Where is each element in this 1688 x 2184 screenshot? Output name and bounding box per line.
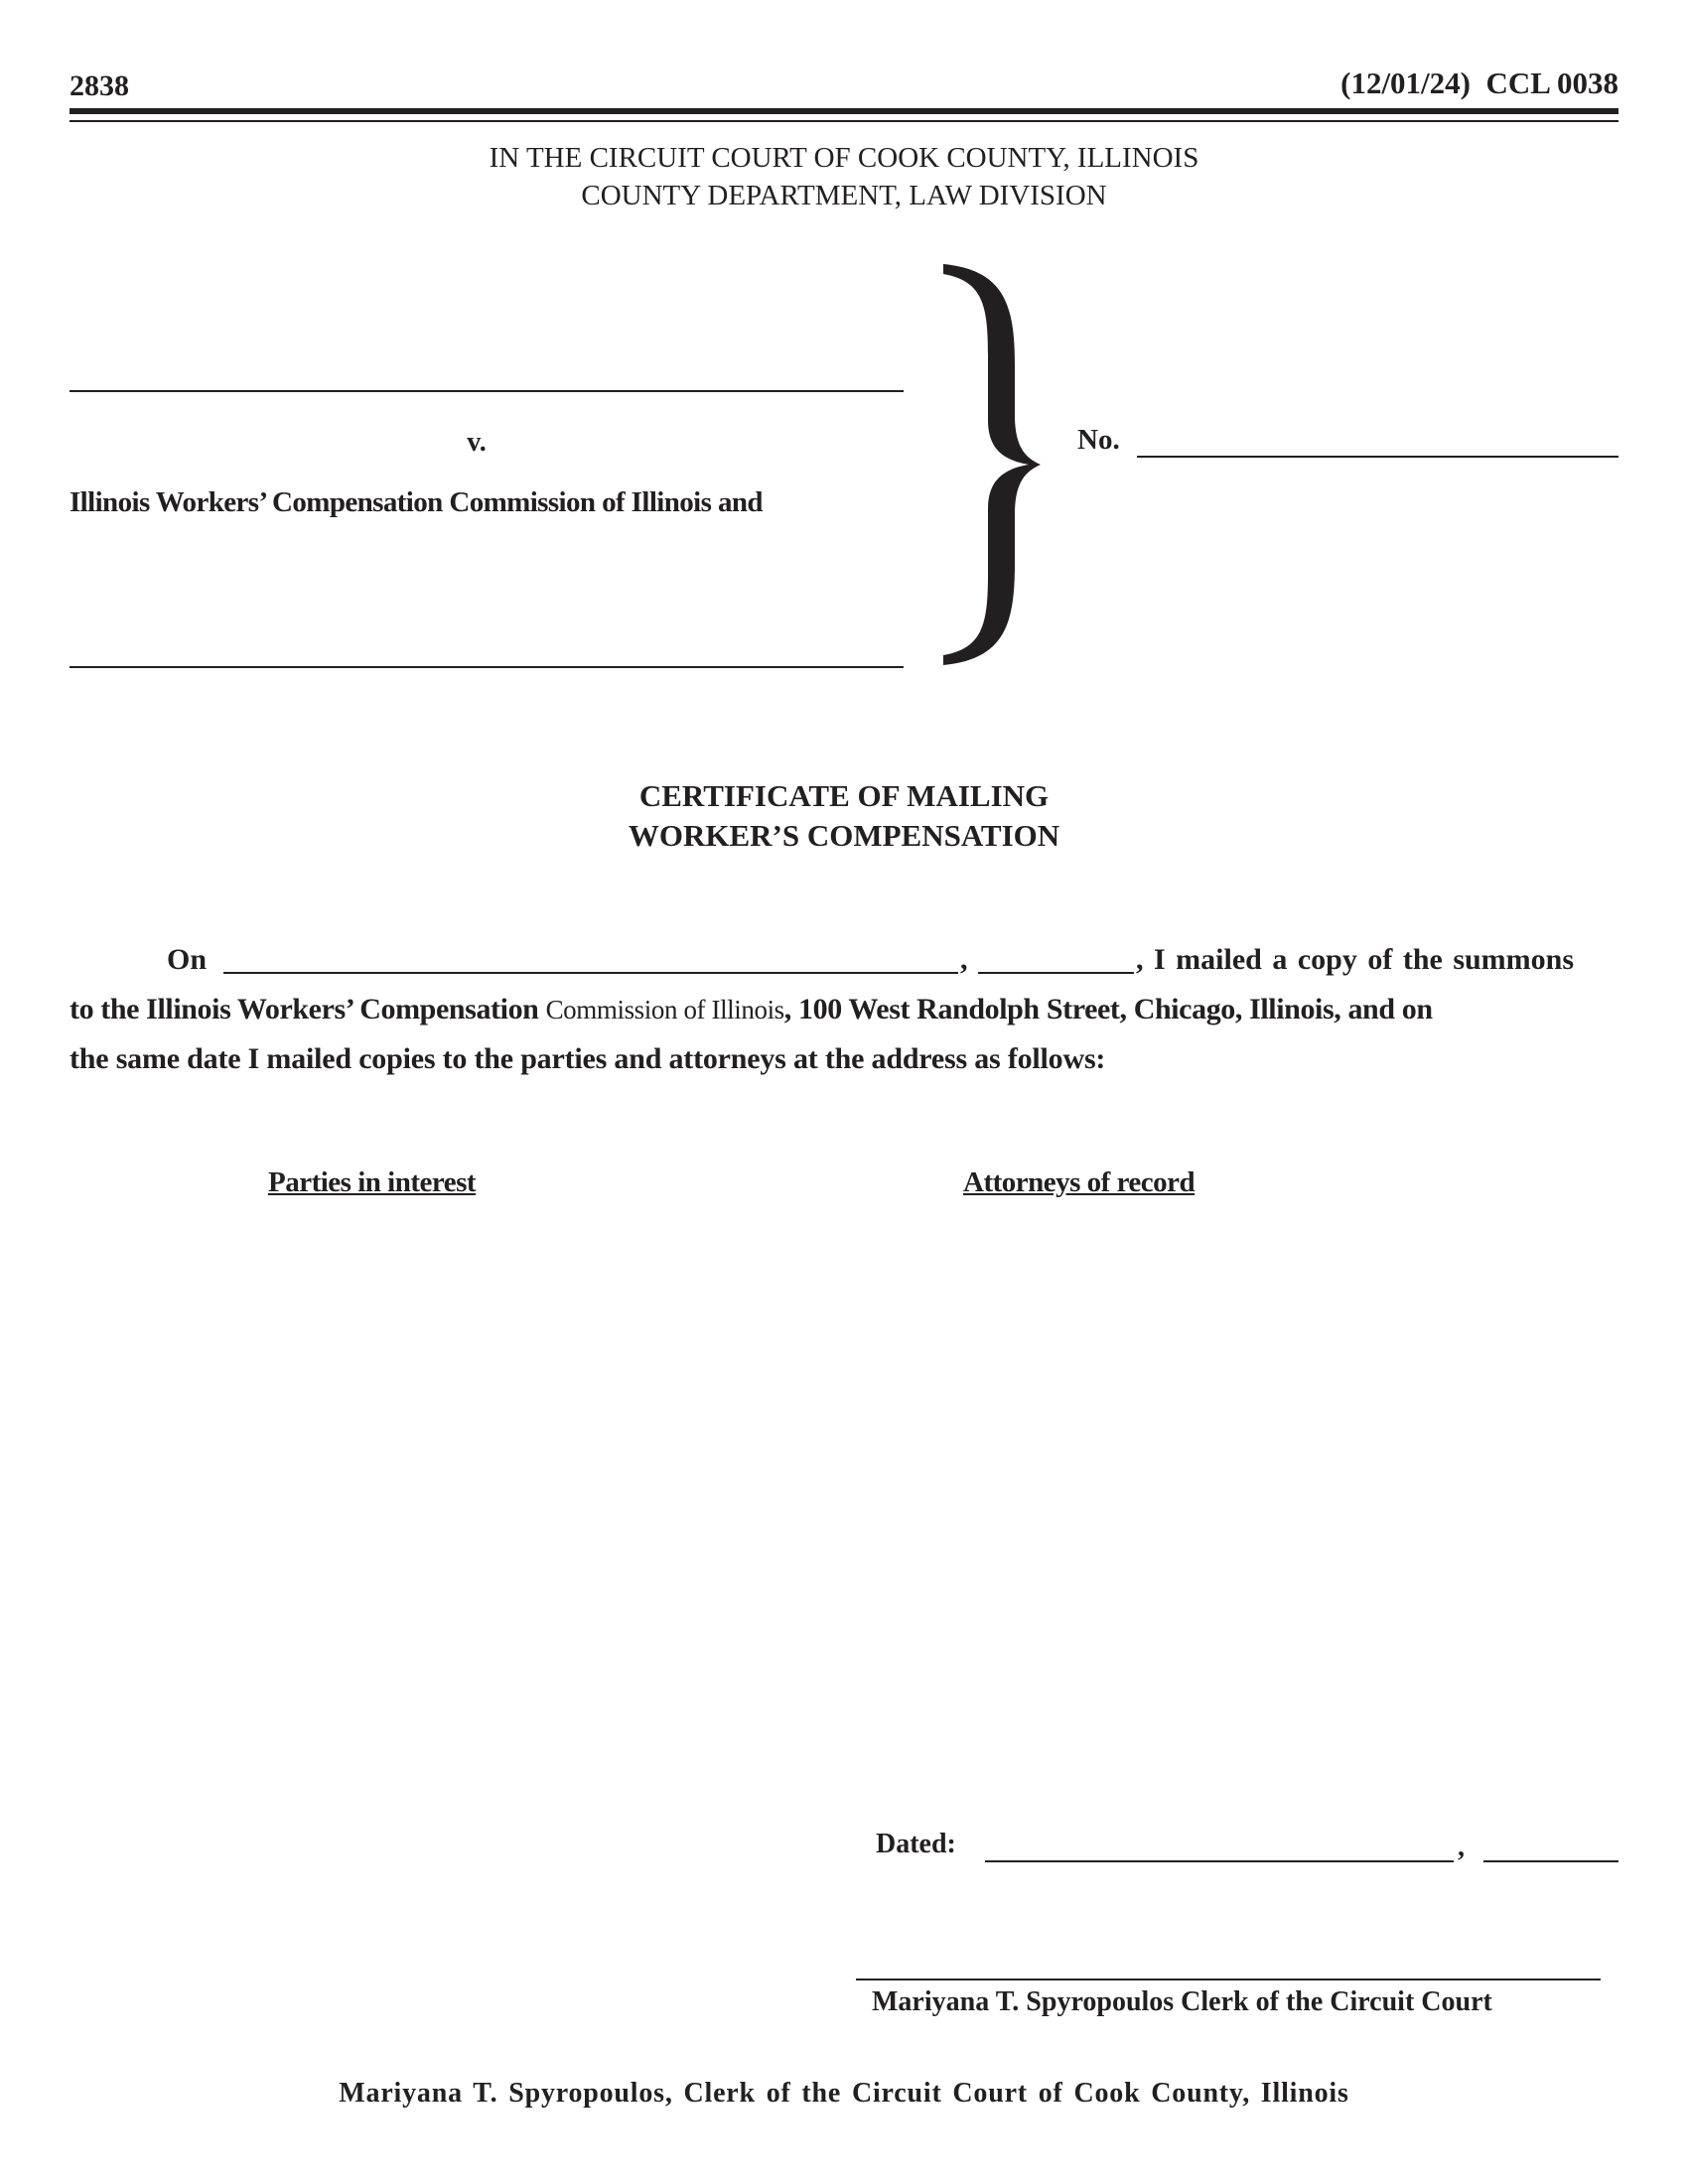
certificate-title <box>0 776 1688 856</box>
certificate-title-line2: WORKER’S COMPENSATION <box>628 818 1060 853</box>
attorneys-of-record-heading: Attorneys of record <box>963 1166 1196 1198</box>
footer-clerk: Mariyana T. Spyropoulos, Clerk of the Circuit Court of Cook County, Illinois <box>339 2078 1349 2109</box>
caption-brace-icon <box>933 256 1062 673</box>
header-rule-thick <box>70 108 1618 114</box>
form-code: (12/01/24) CCL 0038 <box>1340 66 1618 100</box>
court-heading-line1: IN THE CIRCUIT COURT OF COOK COUNTY, ILLINOIS <box>489 142 1199 174</box>
parties-in-interest-heading: Parties in interest <box>268 1166 477 1198</box>
signature-caption: Mariyana T. Spyropoulos Clerk of the Circuit Court <box>872 1986 1492 2017</box>
on-label: On <box>167 943 208 976</box>
form-number: 2838 <box>70 69 129 102</box>
body-line-3: the same date I mailed copies to the parties and attorneys at the address as follows: <box>70 1042 1106 1075</box>
mailing-date-line[interactable] <box>223 972 958 974</box>
plaintiff-line[interactable] <box>70 390 904 392</box>
body-line-2-part-b: , 100 West Randolph Street, Chicago, Illinois, and on <box>783 993 1433 1025</box>
court-heading <box>0 139 1688 214</box>
dated-comma: , <box>1458 1832 1465 1862</box>
court-heading-line2: COUNTY DEPARTMENT, LAW DIVISION <box>581 180 1107 211</box>
signature-line[interactable] <box>856 1979 1601 1980</box>
defendant-line[interactable] <box>70 666 904 668</box>
mailing-year-line[interactable] <box>978 972 1134 974</box>
dated-date-line[interactable] <box>985 1860 1454 1862</box>
case-no-label: No. <box>1077 424 1120 456</box>
body-line-2 <box>70 993 1433 1026</box>
body-line-2-part-a: to the Illinois Workers’ Compensation <box>70 993 546 1025</box>
respondent-label: Illinois Workers’ Compensation Commission of Illinois and <box>70 486 763 518</box>
dated-year-line[interactable] <box>1483 1860 1618 1862</box>
date-comma: , <box>960 943 968 976</box>
header-rule-thin <box>70 120 1618 122</box>
case-no-line[interactable] <box>1137 456 1618 458</box>
mailed-text: , I mailed a copy of the summons <box>1136 943 1575 976</box>
dated-label: Dated: <box>876 1829 956 1859</box>
versus-label: v. <box>467 427 487 458</box>
certificate-title-line1: CERTIFICATE OF MAILING <box>638 778 1050 813</box>
body-line-2-commission: Commission of Illinois <box>545 995 784 1024</box>
